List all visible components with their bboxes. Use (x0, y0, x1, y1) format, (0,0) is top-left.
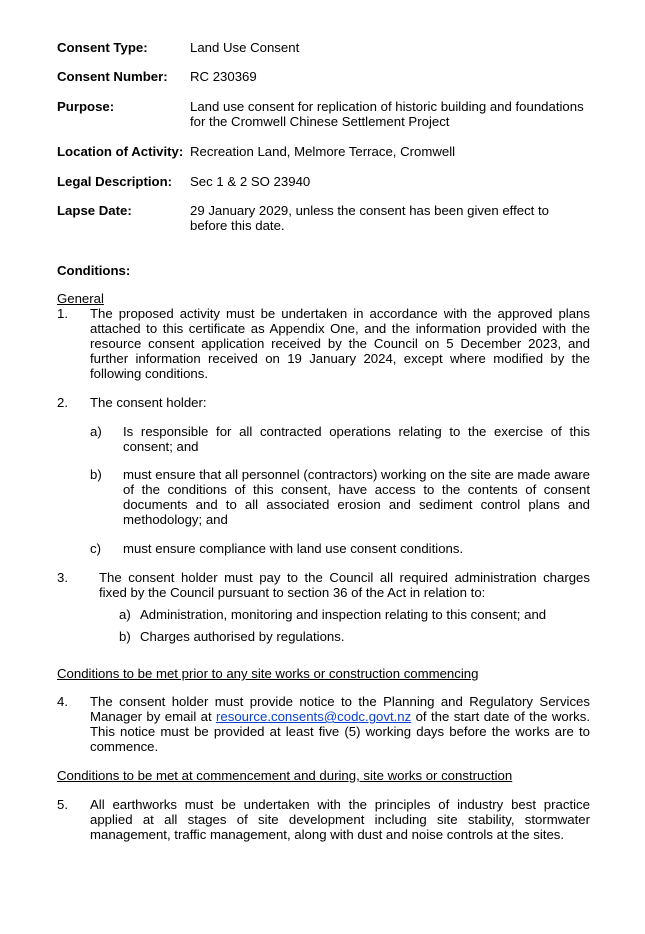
field-value: Land use consent for replication of historic building and foundations for the Cromwell Chinese Settlement Project (190, 99, 584, 129)
condition-text: The consent holder: (90, 395, 207, 410)
condition-text: All earthworks must be undertaken with the principles of industry best practice applied at all stages of site development including site stability, stormwater management, traffic management, along with dust and noise controls at the sites. (90, 797, 590, 842)
field-label: Consent Type: (57, 40, 148, 55)
section-heading-prior-to-works: Conditions to be met prior to any site works or construction commencing (57, 666, 479, 681)
condition-text-after-email: of the start date of the works. This notice must be provided at least five (5) working days before the works are to commence. (90, 709, 590, 754)
field-label: Purpose: (57, 99, 115, 114)
field-value: Sec 1 & 2 SO 23940 (190, 174, 311, 189)
item-text: must ensure that all personnel (contractors) working on the site are made aware of the conditions of this consent, have access to the contents of consent documents and to all associated erosion and sediment control plans and methodology; and (123, 467, 590, 527)
item-text: Administration, monitoring and inspection relating to this consent; and (140, 607, 547, 622)
item-letter: a) (90, 424, 102, 439)
field-value: 29 January 2029, unless the consent has been given effect to before this date. (190, 203, 550, 233)
item-letter: b) (119, 629, 131, 644)
field-label: Consent Number: (57, 69, 168, 84)
item-text: Is responsible for all contracted operations relating to the exercise of this consent; and (123, 424, 590, 454)
conditions-heading: Conditions: (57, 263, 131, 278)
condition-text (90, 694, 590, 754)
item-text: must ensure compliance with land use consent conditions. (123, 541, 464, 556)
field-label: Lapse Date: (57, 203, 132, 218)
field-value: Recreation Land, Melmore Terrace, Cromwell (190, 144, 456, 159)
item-letter: b) (90, 467, 102, 482)
item-text: Charges authorised by regulations. (140, 629, 345, 644)
condition-text: The consent holder must pay to the Council all required administration charges fixed by the Council pursuant to section 36 of the Act in relation to: (99, 570, 590, 600)
field-value: Land Use Consent (190, 40, 300, 55)
condition-number: 5. (57, 797, 68, 812)
field-label: Legal Description: (57, 174, 173, 189)
condition-number: 1. (57, 306, 68, 321)
section-heading-commencement: Conditions to be met at commencement and during, site works or construction (57, 768, 513, 783)
condition-text: The proposed activity must be undertaken in accordance with the approved plans attached to this certificate as Appendix One, and the information provided with the resource consent application received by the Council on 5 December 2023, and further information received on 19 January 2024, except where modified by the following conditions. (90, 306, 590, 381)
condition-number: 4. (57, 694, 68, 709)
item-letter: c) (90, 541, 101, 556)
condition-number: 3. (57, 570, 68, 585)
condition-text-before-email: The consent holder must provide notice to the Planning and Regulatory Services Manager by email at (90, 694, 590, 724)
email-link[interactable]: resource.consents@codc.govt.nz (216, 709, 412, 724)
field-value: RC 230369 (190, 69, 257, 84)
condition-number: 2. (57, 395, 68, 410)
consent-document (57, 0, 590, 934)
item-letter: a) (119, 607, 131, 622)
section-heading-general: General (57, 291, 104, 306)
field-label: Location of Activity: (57, 144, 184, 159)
